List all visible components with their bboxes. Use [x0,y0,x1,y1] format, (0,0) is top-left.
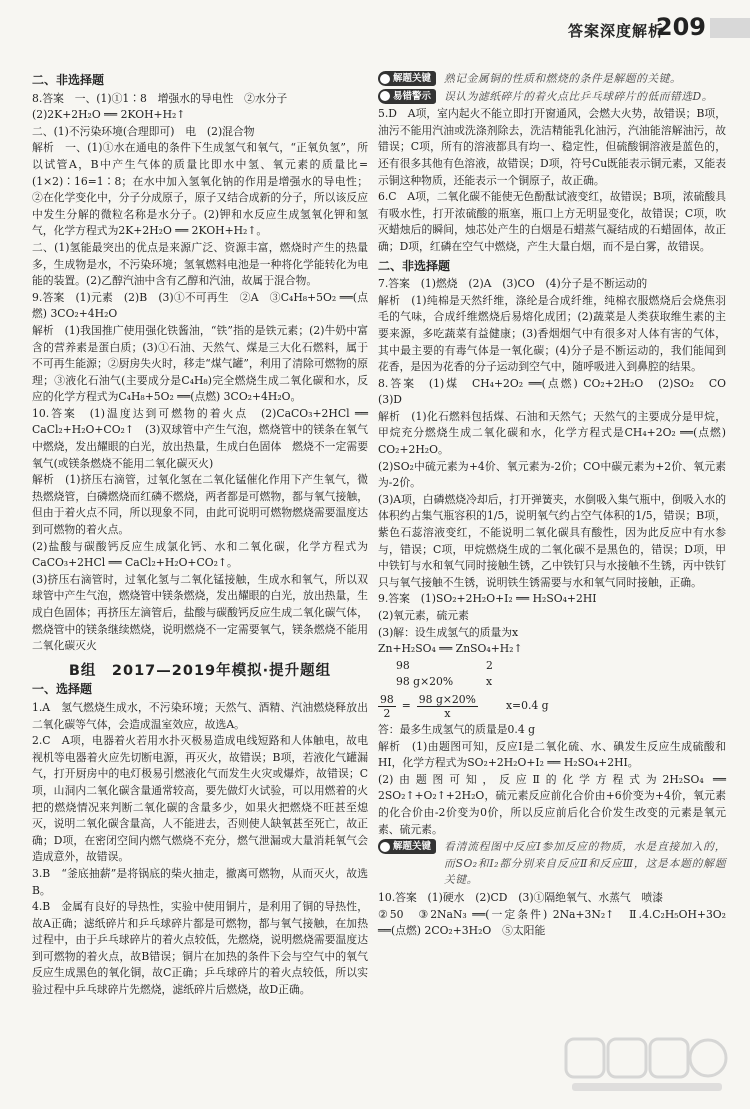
answer-paragraph: 9.答案 (1)SO₂+2H₂O+I₂ ══ H₂SO₄+2HI [378,592,597,606]
fraction-equation [378,693,726,720]
answer-paragraph: 二、(1)氢能最突出的优点是来源广泛、资源丰富，燃烧时产生的热量多，生成物是水，不污染环境；氢氧燃料电池是一种将化学能转化为电能的装置。(2)乙醇汽油中含有乙醇和汽油，故属于混合物。 [32,240,368,288]
page-header [0,0,750,44]
answer-paragraph: 10.答案 (1)温度达到可燃物的着火点 (2)CaCO₃+2HCl ══ CaCl₂+H₂O+CO₂↑ (3)双球管中产生气泡，燃烧管中的镁条在氧气中燃烧，发出耀眼的白光，放出热量，生成白色固体 燃烧不一定需要氧气(或镁条燃烧不能用二氧化碳灭火) [32,406,368,470]
calc-right: x [486,675,493,689]
answer-paragraph: (3)A项，白磷燃烧冷却后，打开弹簧夹，水倒吸入集气瓶中，倒吸入水的体积约占集气瓶容积的1/5，说明氧气约占空气体积的1/5，错误；B项，紫色石蕊溶液变红，不能说明二氧化碳具有酸性，因为此反应中有水参与，错误；C项，甲烷燃烧生成的二氧化碳不是黑色的，错误；D项，甲中铁钉与水和氧气同时接触生锈，乙中铁钉只与水接触不生锈，丙中铁钉只与氧气接触不生锈，说明铁生锈需要与水和氧气同时接触，正确。 [378,492,726,589]
tip-box [378,71,726,88]
tip-text: 误认为滤纸碎片的着火点比乒乓球碎片的低而错选D。 [444,89,713,103]
right-column [378,70,737,940]
answer-paragraph: 9.答案 (1)元素 (2)B (3)①不可再生 ②A ③C₄H₈+5O₂ ══(点燃) 3CO₂+4H₂O [32,290,368,321]
calc-right: 2 [486,658,493,672]
calc-block [378,658,726,691]
tip-text: 看清流程图中反应Ⅰ参加反应的物质，水是直接加入的，而SO₂和I₂都分别来自反应Ⅱ和反应Ⅲ，这是本题的解题关键。 [444,840,726,887]
answer-paragraph: 8.答案 一、(1)①1∶8 增强水的导电性 ②水分子 [32,91,288,105]
answer-paragraph: 解析 一、(1)①水在通电的条件下生成氢气和氧气，“正氧负氢”，所以试管A，B中产生气体的质量比即水中氢、氧元素的质量比=(1×2)∶16=1∶8；在水中加入氢氧化钠的作用是增强水的导电性；②在化学变化中，分子分成原子，原子又结合成新的分子，所以该反应中发生分解的微粒名称是水分子。(2)钾和水反应生成氢氧化钾和氢气，化学方程式为2K+2H₂O ══ 2KOH+H₂↑。 [32,141,368,238]
answer-paragraph: 解析 (1)我国推广使用强化铁酱油，“铁”指的是铁元素；(2)牛奶中富含的营养素是蛋白质；(3)①石油、天然气、煤是三大化石燃料，属于不可再生能源；②厨房失火时，移走“煤气罐”，利用了清除可燃物的原理；③液化石油气(主要成分是C₄H₈)完全燃烧生成二氧化碳和水，反应的化学方程式为C₄H₈+5O₂ ══(点燃) 3CO₂+4H₂O。 [32,323,368,404]
left-column [32,70,368,999]
answer-paragraph: 解析 (1)化石燃料包括煤、石油和天然气；天然气的主要成分是甲烷，甲烷充分燃烧生成二氧化碳和水，化学方程式是CH₄+2O₂ ══(点燃) CO₂+2H₂O。 [378,409,726,457]
header-tab [710,18,750,38]
answer-paragraph: 答：最多生成氢气的质量是0.4 g [378,722,536,736]
answer-paragraph: 解析 (1)挤压右滴管，过氧化氢在二氧化锰催化作用下产生氧气，微热燃烧管，白磷燃烧而红磷不燃烧，两者都是可燃物，都与氧气接触，但由于着火点不同，所以现象不同，由此可说明可燃物燃烧需要温度达到可燃物的着火点。 [32,473,368,537]
answer-paragraph: 2.C A项，电器着火若用水扑灭极易造成电线短路和人体触电，故电视机等电器着火应先切断电源，再灭火，故错误；B项，若液化气罐漏气，打开厨房中的电灯极易引燃液化气而发生火灾或爆炸，故错误；C项，山洞内二氧化碳含量通常较高，要先做灯火试验，可以用燃着的火把的燃烧情况来判断二氧化碳的含量多少，如果火把燃烧不旺甚至熄灭，说明二氧化碳含量高，人不能进去，否则使人缺氧甚至死亡，故正确；D项，在密闭空间内燃气燃烧不充分，燃气泄漏或大量消耗氧气会造成意外，故错误。 [32,734,368,864]
header-title: 答案深度解析 [567,22,664,40]
answer-paragraph: 8.答案 (1)煤 CH₄+2O₂ ══(点燃) CO₂+2H₂O (2)SO₂ CO (3)D [378,376,737,407]
answer-paragraph: (2)氧元素，硫元素 [378,609,469,622]
answer-paragraph: Zn+H₂SO₄ ══ ZnSO₄+H₂↑ [378,642,523,656]
section-heading: 二、非选择题 [378,258,451,273]
tip-badge-label: 解题关键 [393,73,432,84]
tip-badge [378,839,436,854]
answer-paragraph: 3.B “釜底抽薪”是将锅底的柴火抽走，撤离可燃物，从而灭火，故选B。 [32,866,368,897]
watermark-stamp-icon [562,1033,732,1095]
answer-paragraph: ②50 ③2NaN₃ ══(一定条件) 2Na+3N₂↑ Ⅱ.4.C₂H₅OH+3O₂ ══(点燃) 2CO₂+3H₂O ⑤太阳能 [378,907,726,938]
fraction [417,693,478,720]
denominator: 2 [383,706,391,720]
calc-row [378,658,726,675]
tip-box [378,839,726,889]
fraction [378,693,396,720]
lightbulb-icon [380,91,390,101]
calc-left: 98 g×20% [396,675,454,689]
lightbulb-icon [380,842,390,852]
calc-left: 98 [396,658,410,672]
lightbulb-icon [380,74,390,84]
answer-paragraph: 二、(1)不污染环境(合理即可) 电 (2)混合物 [32,124,255,138]
section-heading: 二、非选择题 [32,73,105,87]
answer-paragraph: 1.A 氢气燃烧生成水，不污染环境；天然气、酒精、汽油燃烧释放出二氧化碳等气体，会造成温室效应，故选A。 [32,700,368,731]
numerator: 98 [380,692,394,706]
answer-paragraph: 6.C A项，二氧化碳不能使无色酚酞试液变红，故错误；B项，浓硫酸具有吸水性，打开浓硫酸的瓶塞，瓶口上方无明显变化，故错误；C项，吹灭蜡烛后的瞬间，烛芯处产生的白烟是石蜡蒸气凝结成的石蜡固体，故正确；D项，红磷在空气中燃烧，产生大量白烟，而不是白雾，故错误。 [378,190,726,253]
answer-paragraph: (2)SO₂中硫元素为+4价、氧元素为-2价；CO中碳元素为+2价、氧元素为-2价。 [378,459,726,490]
answer-paragraph: 5.D A项，室内起火不能立即打开窗通风，会燃大火势，故错误；B项，油污不能用汽油或洗涤剂除去，洗洁精能乳化油污，汽油能溶解油污，故错误；C项，所有的溶液都具有均一、稳定性，但硫酸铜溶液是蓝色的，还有很多其他有色溶液，故错误；D项，符号Cu既能表示铜元素，又能表示铜这种物质，还能表示一个铜原子，故正确。 [378,107,726,187]
tip-badge-label: 易错警示 [393,90,432,102]
equals-sign: = [401,699,411,713]
answer-paragraph: (3)挤压右滴管时，过氧化氢与二氧化锰接触，生成水和氧气，所以双球管中产生气泡，燃烧管中镁条燃烧，发出耀眼的白光，放出热量，生成白色固体；再挤压左滴管后，盐酸与碳酸钙反应生成二氧化碳气体，燃烧管中的镁条继续燃烧，说明燃烧不一定需要氧气，镁条燃烧不能用二氧化碳灭火 [32,572,368,653]
answer-paragraph: 4.B 金属有良好的导热性，实验中使用铜片，是利用了铜的导热性，故A正确；滤纸碎片和乒乓球碎片都是可燃物，都与氧气接触，在加热过程中，由于乒乓球碎片的着火点较低，先燃烧，说明燃烧需要温度达到可燃物的着火点，故B错误；铜片在加热的条件下会与空气中的氧气反应生成黑色的氧化铜，故C正确；乒乓球碎片的着火点较低，所以实验过程中乒乓球碎片先燃烧，滤纸碎片后燃烧，故D正确。 [32,900,368,997]
tip-badge [378,89,436,104]
answer-paragraph: 解析 (1)纯棉是天然纤维，涤纶是合成纤维，纯棉衣服燃烧后会烧焦羽毛的气味，合成纤维燃烧后易熔化成团；(2)蔬菜是人类获取维生素的主要来源，多吃蔬菜有益健康；(3)香烟烟气中有很多对人体有害的气体，其中最主要的有毒气体是一氧化碳；(4)分子是不断运动的，我们能闻到花香，是因为花香的分子运动到空气中，随呼吸进入到鼻腔的结果。 [378,293,726,374]
tip-badge-label: 解题关键 [393,841,432,853]
answer-paragraph: 解析 (1)由题图可知，反应Ⅰ是二氧化硫、水、碘发生反应生成硫酸和HI，化学方程式为SO₂+2H₂O+I₂ ══ H₂SO₄+2HI。 [378,739,726,770]
section-heading: 一、选择题 [32,682,93,697]
denominator: x [444,706,451,720]
calc-row [378,674,726,691]
answer-paragraph: 10.答案 (1)硬水 (2)CD (3)①隔绝氧气、水蒸气 喷漆 [378,890,664,904]
tip-text: 熟记金属铜的性质和燃烧的条件是解题的关键。 [444,72,682,85]
tip-badge [378,71,436,86]
numerator: 98 g×20% [418,692,476,706]
group-banner: B组 2017—2019年模拟·提升题组 [68,662,332,679]
result: x=0.4 g [505,699,549,713]
answer-paragraph: (2)由题图可知，反应Ⅱ的化学方程式为2H₂SO₄ ══ 2SO₂↑+O₂↑+2H₂O，硫元素反应前化合价由+6价变为+4价，氧元素的化合价由-2价变为0价，所以反应前后化合价发生改变的元素是氧元素、硫元素。 [378,772,726,836]
answer-paragraph: (2)2K+2H₂O ══ 2KOH+H₂↑ [32,108,186,122]
answer-paragraph: 7.答案 (1)燃烧 (2)A (3)CO (4)分子是不断运动的 [378,277,648,291]
answer-paragraph: (3)解：设生成氢气的质量为x [378,625,519,639]
answer-paragraph: (2)盐酸与碳酸钙反应生成氯化钙、水和二氧化碳，化学方程式为CaCO₃+2HCl ══ CaCl₂+H₂O+CO₂↑。 [32,539,368,570]
tip-box [378,89,726,106]
page-number: 209 [655,13,706,41]
